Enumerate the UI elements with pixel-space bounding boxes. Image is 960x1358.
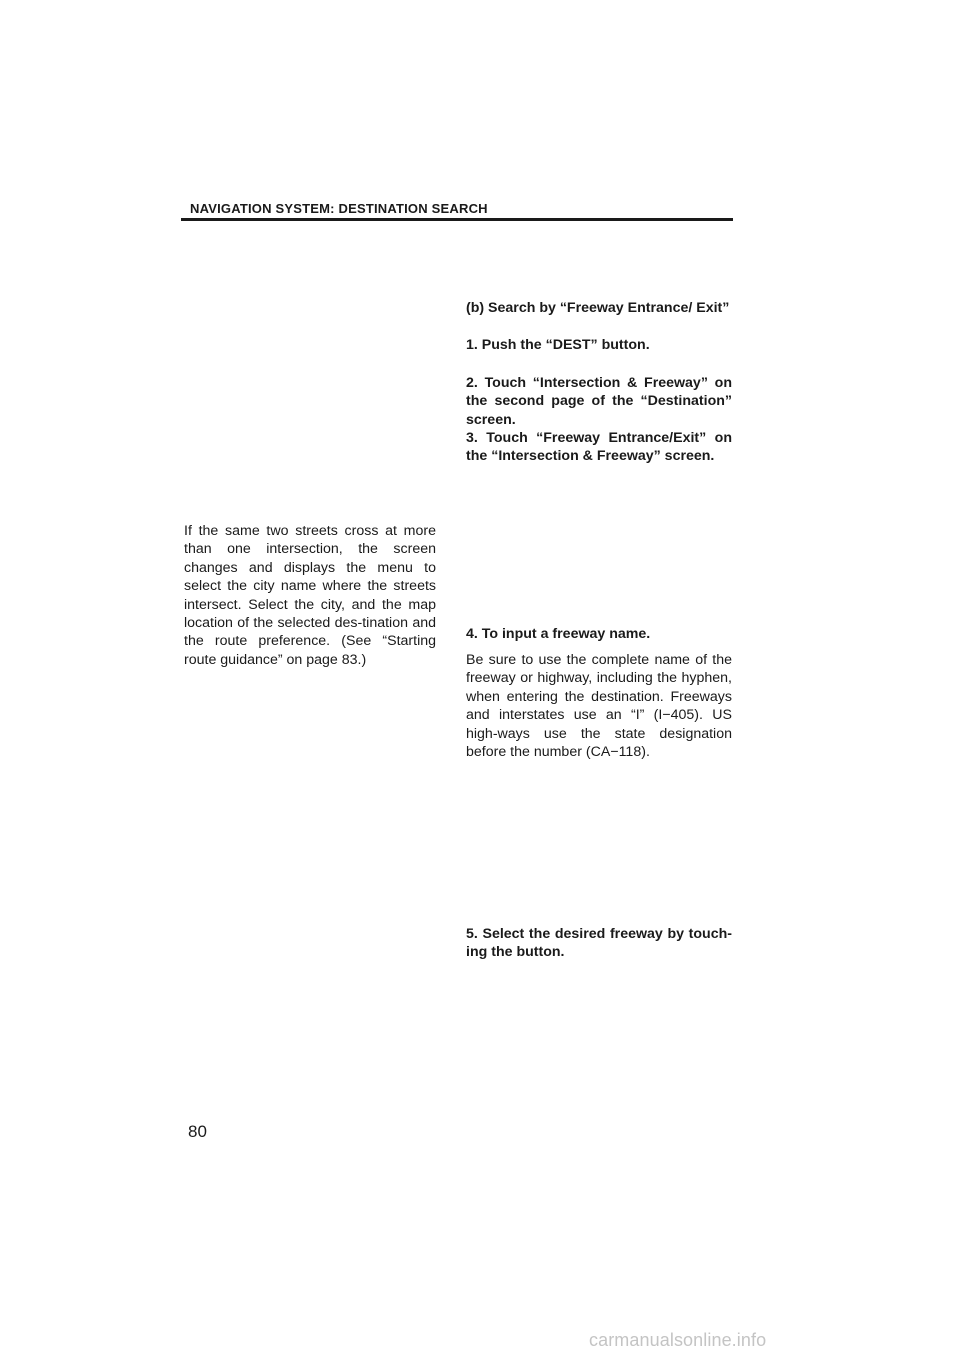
step-3: 3. Touch “Freeway Entrance/Exit” on the “Intersection & Freeway” screen. <box>466 430 732 465</box>
left-column-paragraph: If the same two streets cross at more than one intersection, the screen changes and displays the menu to select the city name where the streets intersect. Select the city, and the map location of the selected des-tination and the route preference. (See “Starting route guidance” on page 83.) <box>184 523 436 668</box>
step-4-description: Be sure to use the complete name of the freeway or highway, including the hyphen, when entering the destination. Freeways and interstates use an “I” (I−405). US high-ways use the state designation before the number (CA−118). <box>466 652 732 761</box>
page-number: 80 <box>188 1122 207 1141</box>
watermark-link[interactable]: carmanualsonline.info <box>589 1330 767 1350</box>
section-subheading: (b) Search by “Freeway Entrance/ Exit” <box>466 300 730 316</box>
header-rule <box>181 218 733 221</box>
step-4: 4. To input a freeway name. <box>466 626 651 642</box>
running-header: NAVIGATION SYSTEM: DESTINATION SEARCH <box>190 201 488 216</box>
step-5: 5. Select the desired freeway by touch-ing the button. <box>466 926 732 961</box>
step-2: 2. Touch “Intersection & Freeway” on the second page of the “Destination” screen. <box>466 375 732 428</box>
step-1: 1. Push the “DEST” button. <box>466 337 650 353</box>
